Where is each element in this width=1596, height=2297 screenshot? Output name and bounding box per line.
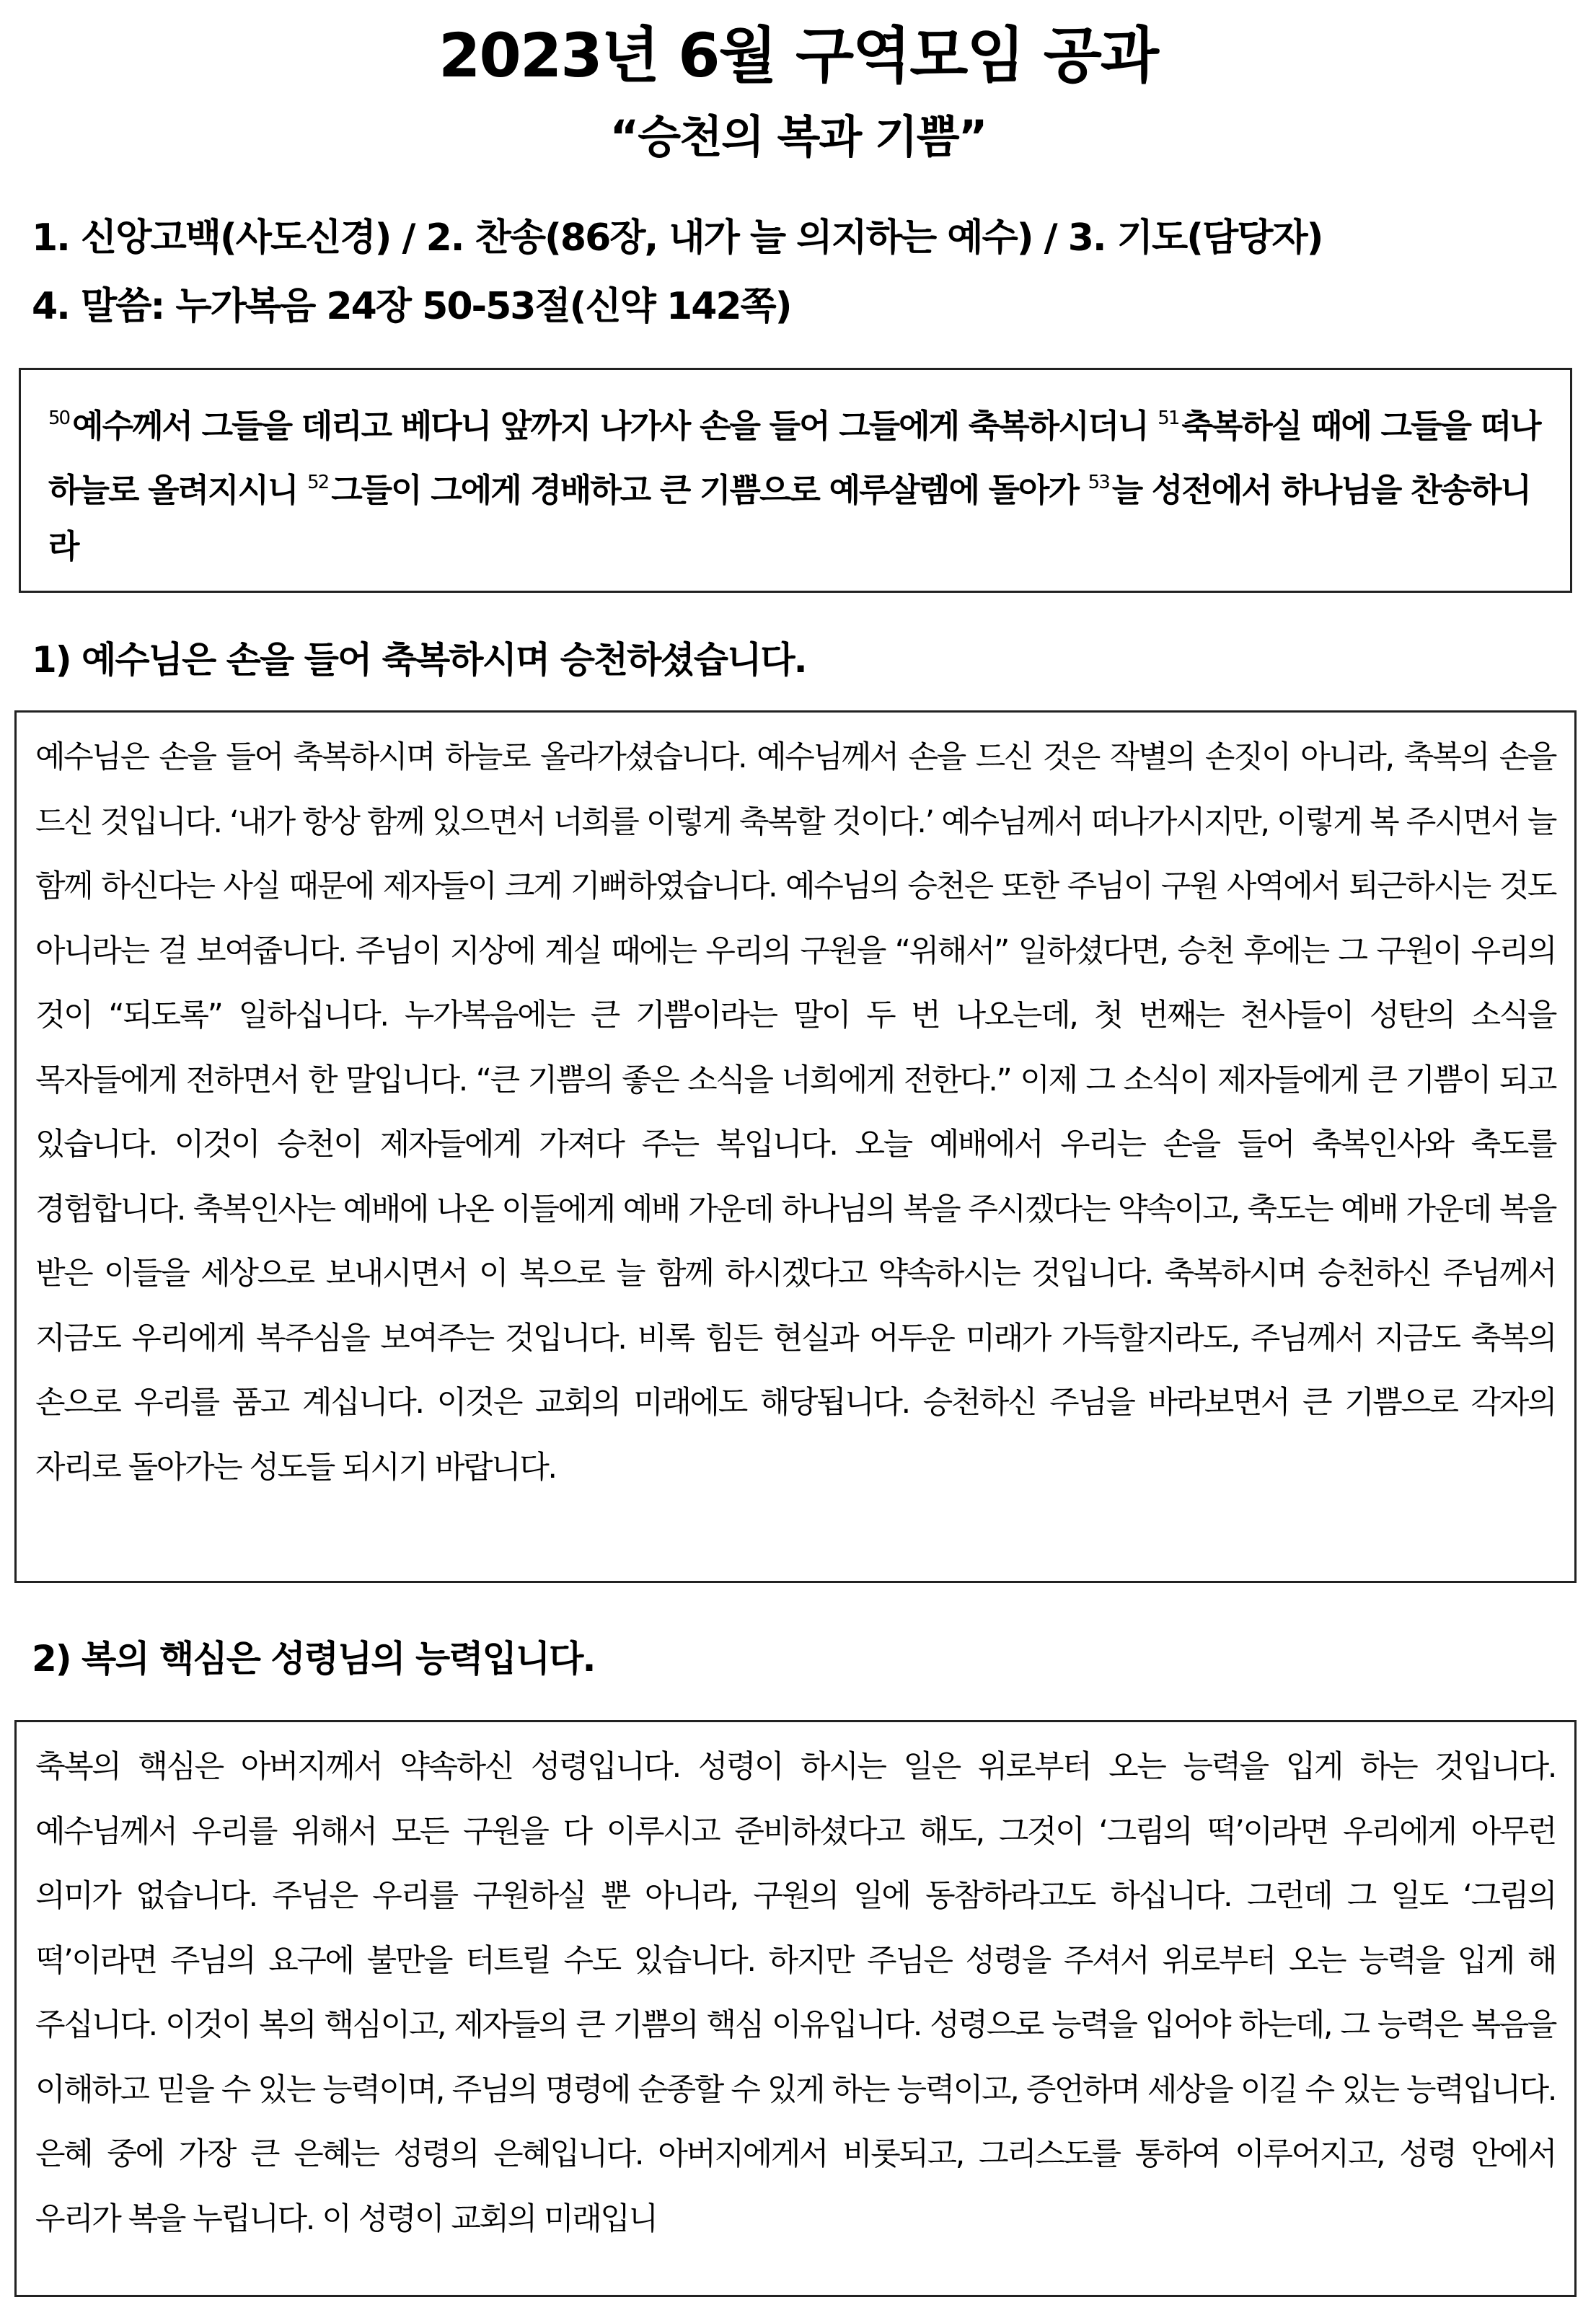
order-of-service-line-2: 4. 말씀: 누가복음 24장 50-53절(신약 142쪽) (32, 285, 791, 328)
section-1-body: 예수님은 손을 들어 축복하시며 하늘로 올라가셨습니다. 예수님께서 손을 드신 것은 작별의 손짓이 아니라, 축복의 손을 드신 것입니다. ‘내가 항상 함께 있으면서 너희를 이렇게 축복할 것이다.’ 예수님께서 떠나가시지만, 이렇게 복 주시면서 늘 함께 하신다는 사실 때문에 제자들이 크게 기뻐하였습니다. 예수님의 승천은 또한 주님이 구원 사역에서 퇴근하시는 것도 아니라는 걸 보여줍니다. 주님이 지상에 계실 때에는 우리의 구원을 “위해서” 일하셨다면, 승천 후에는 그 구원이 우리의 것이 “되도록” 일하십니다. 누가복음에는 큰 기쁨이라는 말이 두 번 나오는데, 첫 번째는 천사들이 성탄의 소식을 목자들에게 전하면서 한 말입니다. “큰 기쁨의 좋은 소식을 너희에게 전한다.” 이제 그 소식이 제자들에게 큰 기쁨이 되고 있습니다. 이것이 승천이 제자들에게 가져다 주는 복입니다. 오늘 예배에서 우리는 손을 들어 축복인사와 축도를 경험합니다. 축복인사는 예배에 나온 이들에게 예배 가운데 하나님의 복을 주시겠다는 약속이고, 축도는 예배 가운데 복을 받은 이들을 세상으로 보내시면서 이 복으로 늘 함께 하시겠다고 약속하시는 것입니다. 축복하시며 승천하신 주님께서 지금도 우리에게 복주심을 보여주는 것입니다. 비록 힘든 현실과 어두운 미래가 가득할지라도, 주님께서 지금도 축복의 손으로 우리를 품고 계십니다. 이것은 교회의 미래에도 해당됩니다. 승천하신 주님을 바라보면서 큰 기쁨으로 각자의 자리로 돌아가는 성도들 되시기 바랍니다. (14, 710, 1577, 1583)
order-of-service-line-1: 1. 신앙고백(사도신경) / 2. 찬송(86장, 내가 늘 의지하는 예수) / 3. 기도(담당자) (32, 216, 1323, 260)
verse-text: 축복하실 때에 그들을 떠나 하늘로 올려지시니 (48, 407, 1540, 509)
page-title: 2023년 6월 구역모임 공과 (438, 20, 1158, 91)
verse-text: 늘 성전에서 하나님을 찬송하니라 (48, 471, 1530, 565)
verse-text: 예수께서 그들을 데리고 베다니 앞까지 나가사 손을 들어 그들에게 축복하시더니 (72, 407, 1158, 445)
verse-number: 51 (1158, 407, 1179, 429)
verse-number: 52 (307, 472, 329, 493)
verse-text: 그들이 그에게 경배하고 큰 기쁨으로 예루살렘에 돌아가 (331, 471, 1088, 509)
verse-number: 50 (48, 407, 70, 429)
section-2-body: 축복의 핵심은 아버지께서 약속하신 성령입니다. 성령이 하시는 일은 위로부터 오는 능력을 입게 하는 것입니다. 예수님께서 우리를 위해서 모든 구원을 다 이루시고 준비하셨다고 해도, 그것이 ‘그림의 떡’이라면 우리에게 아무런 의미가 없습니다. 주님은 우리를 구원하실 뿐 아니라, 구원의 일에 동참하라고도 하십니다. 그런데 그 일도 ‘그림의 떡’이라면 주님의 요구에 불만을 터트릴 수도 있습니다. 하지만 주님은 성령을 주셔서 위로부터 오는 능력을 입게 해 주십니다. 이것이 복의 핵심이고, 제자들의 큰 기쁨의 핵심 이유입니다. 성령으로 능력을 입어야 하는데, 그 능력은 복음을 이해하고 믿을 수 있는 능력이며, 주님의 명령에 순종할 수 있게 하는 능력이고, 증언하며 세상을 이길 수 있는 능력입니다. 은혜 중에 가장 큰 은혜는 성령의 은혜입니다. 아버지에게서 비롯되고, 그리스도를 통하여 이루어지고, 성령 안에서 우리가 복을 누립니다. 이 성령이 교회의 미래입니 (14, 1720, 1577, 2297)
section-1-heading: 1) 예수님은 손을 들어 축복하시며 승천하셨습니다. (32, 639, 806, 681)
verse-number: 53 (1088, 472, 1109, 493)
page-subtitle: “승천의 복과 기쁨” (609, 110, 987, 163)
scripture-box (19, 368, 1572, 593)
section-2-heading: 2) 복의 핵심은 성령님의 능력입니다. (32, 1638, 595, 1680)
